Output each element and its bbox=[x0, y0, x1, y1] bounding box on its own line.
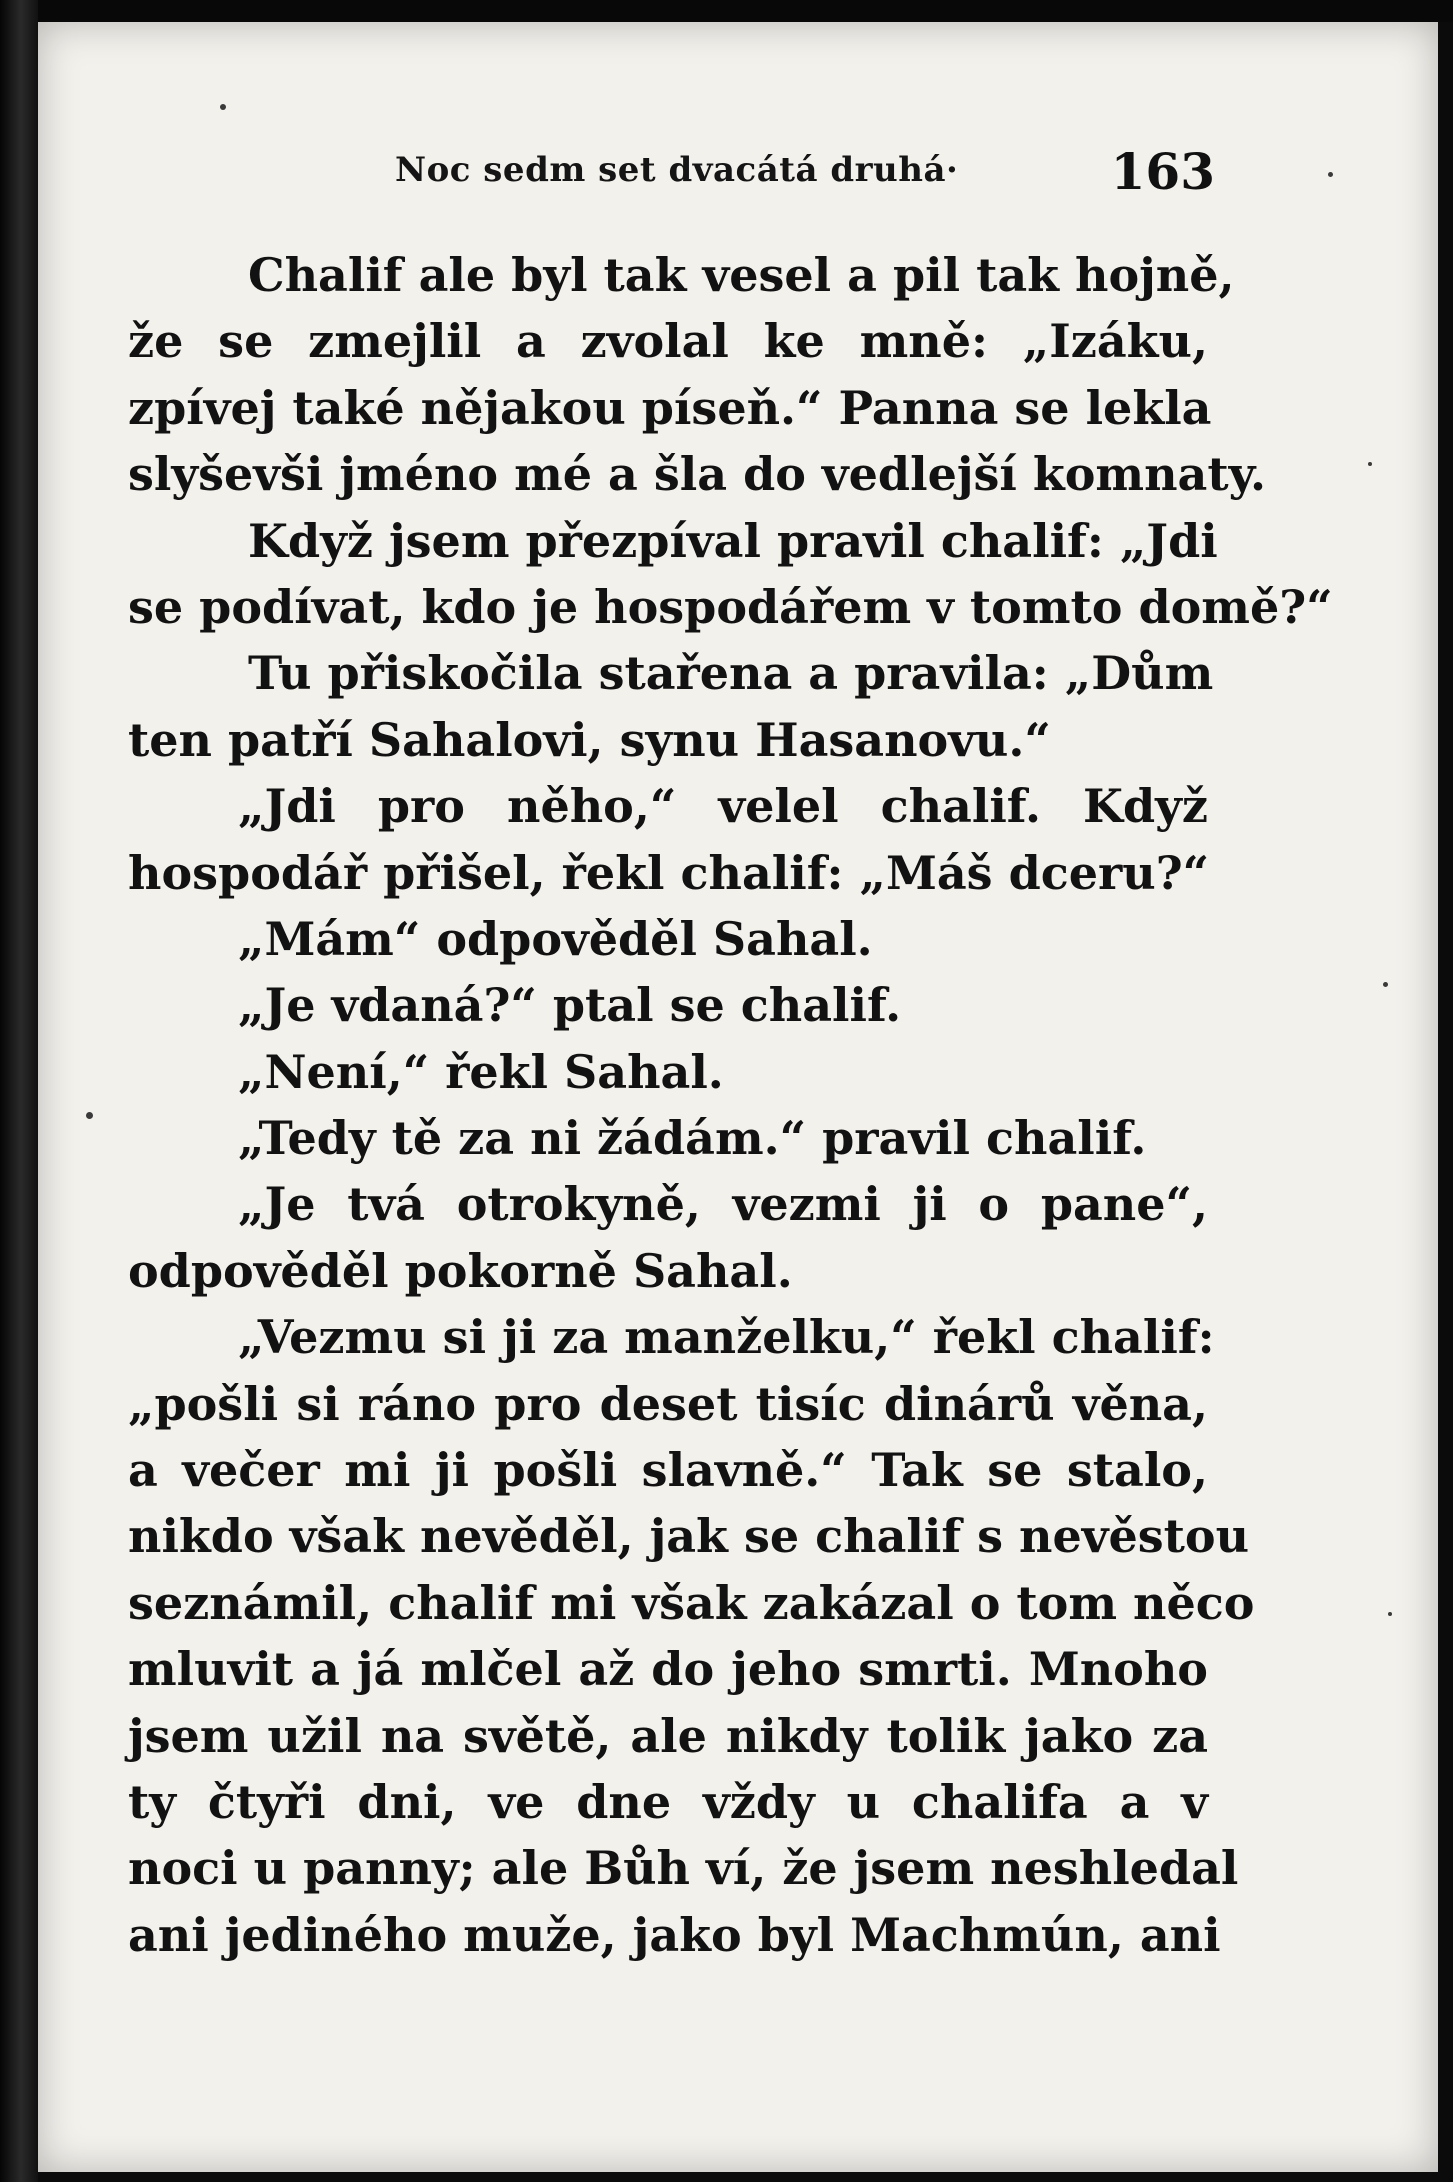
text-line: „Je vdaná?“ ptal se chalif. bbox=[238, 978, 902, 1033]
text-line: „Tedy tě za ni žádám.“ pravil chalif. bbox=[238, 1111, 1147, 1166]
text-line: „Není,“ řekl Sahal. bbox=[238, 1044, 724, 1099]
page-header bbox=[395, 142, 1215, 202]
text-line: zpívej také nějakou píseň.“ Panna se lekla bbox=[128, 380, 1212, 435]
page-speck bbox=[1383, 982, 1388, 987]
text-line: nikdo však nevěděl, jak se chalif s nevěstou bbox=[128, 1509, 1250, 1564]
text-line: Chalif ale byl tak vesel a pil tak hojně, bbox=[248, 248, 1235, 302]
page-speck bbox=[1388, 1612, 1392, 1616]
running-title: Noc sedm set dvacátá druhá· bbox=[395, 150, 959, 190]
page-speck bbox=[1328, 172, 1333, 177]
text-line: a večer mi ji pošli slavně.“ Tak se stalo, bbox=[128, 1443, 1208, 1498]
text-line: ten patří Sahalovi, synu Hasanovu.“ bbox=[128, 712, 1051, 767]
scan-left-border bbox=[0, 0, 38, 2182]
text-line: se podívat, kdo je hospodářem v tomto domě?“ bbox=[128, 579, 1333, 634]
page-speck bbox=[1368, 462, 1372, 466]
text-line: mluvit a já mlčel až do jeho smrti. Mnoho bbox=[128, 1642, 1208, 1697]
text-line: „pošli si ráno pro deset tisíc dinárů věna, bbox=[128, 1376, 1208, 1431]
text-line: slyševši jméno mé a šla do vedlejší komnaty. bbox=[128, 447, 1267, 502]
text-line: „Mám“ odpověděl Sahal. bbox=[238, 911, 873, 966]
text-line: že se zmejlil a zvolal ke mně: „Izáku, bbox=[128, 314, 1208, 369]
text-line: ani jediného muže, jako byl Machmún, ani bbox=[128, 1907, 1221, 1962]
text-line: „Jdi pro něho,“ velel chalif. Když bbox=[238, 779, 1208, 834]
scan-top-border bbox=[0, 0, 1453, 22]
page-speck bbox=[86, 1112, 93, 1119]
text-line: ty čtyři dni, ve dne vždy u chalifa a v bbox=[128, 1774, 1208, 1829]
body-text bbox=[128, 242, 1333, 1968]
text-line: Tu přiskočila stařena a pravila: „Dům bbox=[248, 646, 1214, 701]
page-number: 163 bbox=[1110, 142, 1215, 201]
text-line: „Vezmu si ji za manželku,“ řekl chalif: bbox=[238, 1310, 1215, 1365]
text-line: Když jsem přezpíval pravil chalif: „Jdi bbox=[248, 513, 1218, 568]
page-speck bbox=[220, 104, 226, 110]
text-line: seznámil, chalif mi však zakázal o tom něco bbox=[128, 1575, 1255, 1630]
text-line: „Je tvá otrokyně, vezmi ji o pane“, bbox=[238, 1177, 1208, 1232]
text-line: jsem užil na světě, ale nikdy tolik jako za bbox=[128, 1708, 1208, 1763]
text-line: hospodář přišel, řekl chalif: „Máš dceru?“ bbox=[128, 845, 1210, 900]
text-line: noci u panny; ale Bůh ví, že jsem neshledal bbox=[128, 1841, 1239, 1896]
text-line: odpověděl pokorně Sahal. bbox=[128, 1243, 793, 1298]
